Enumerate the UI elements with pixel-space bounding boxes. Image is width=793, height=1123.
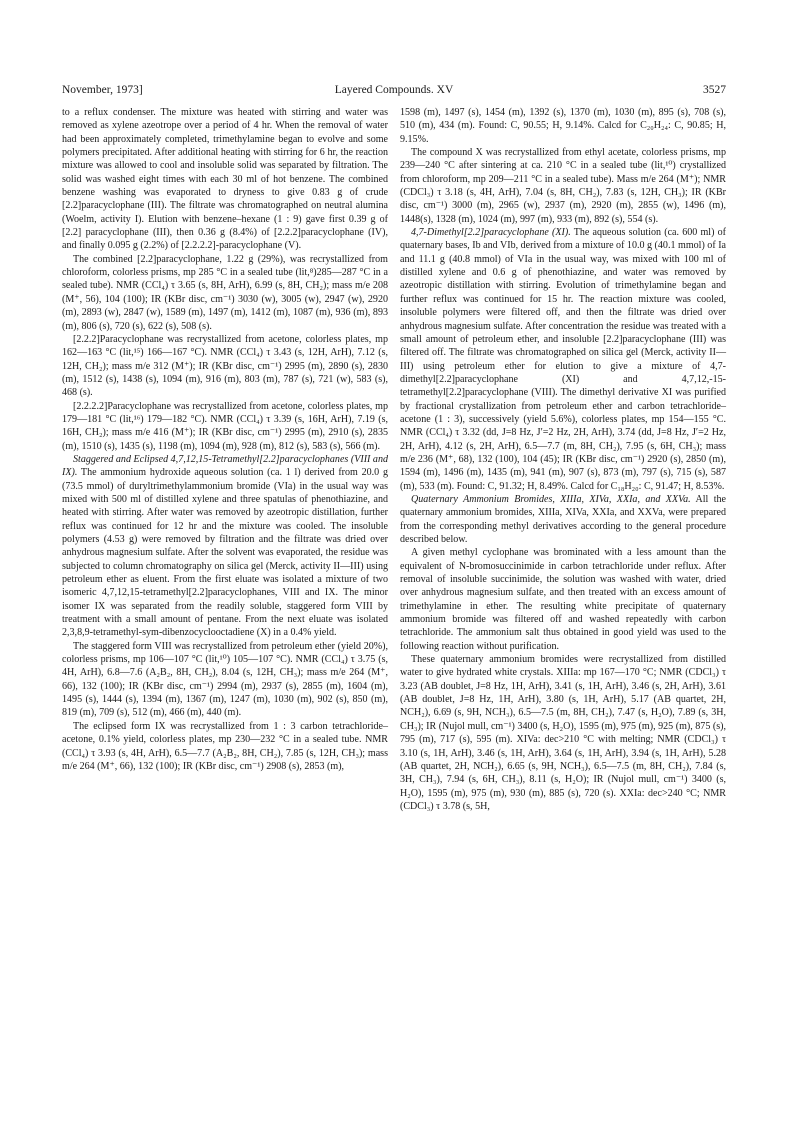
page-header — [62, 84, 726, 100]
paragraph-text: to a reflux condenser. The mixture was heated with stirring and water was removed as xylene azeotrope over a period of 4 hr. When the removal of water had been approximately completed, trimethylamine began to evolve and some polymers precipitated. After additional heating with stirring for 6 hr, the reaction mixture was allowed to cool and insoluble solid was separated by filtration. The solid was washed eight times with each 30 ml of hot benzene. The combined benzene washing was evaporated to dryness to give 0.83 g of crude [2.2]paracyclophane (III). The filtrate was chromatographed on neutral alumina (Woelm, activity I). Elution with benzene–hexane (1 : 9) gave first 0.39 g of [2.2] paracyclophane (III), then 0.36 g (8.4%) of [2.2.2]paracyclophane (IV), and finally 0.095 g (2.2%) of [2.2.2.2]-paracyclophane (V). — [62, 107, 388, 252]
paragraph-text: The combined [2.2]paracyclophane, 1.22 g (29%), was recrystallized from chloroform, colorless prisms, mp 285 °C in a sealed tube (lit,⁸)285—287 °C in a sealed tube). NMR (CCl₄) τ 3.65 (s, 8H, ArH), 6.99 (s, 8H, CH₂); mass m/e 208 (M⁺, 56), 104 (100); IR (KBr disc, cm⁻¹) 3030 (w), 3005 (w), 2947 (w), 2920 (m), 2893 (w), 2847 (w), 1589 (m), 1497 (m), 1412 (m), 1087 (m), 936 (m), 893 (m), 806 (s), 720 (s), 622 (s), 508 (s). — [62, 253, 388, 332]
right-column — [400, 106, 726, 813]
paragraph-text: The staggered form VIII was recrystallized from petroleum ether (yield 20%), colorless prisms, mp 106—107 °C (lit,¹⁰) 105—107 °C). NMR (CCl₄) τ 3.75 (s, 4H, ArH), 6.8—7.6 (A₂B₂, 8H, CH₂), 8.04 (s, 12H, CH₃); mass m/e 264 (M⁺, 66), 132 (100); IR (KBr disc, cm⁻¹) 2994 (m), 2937 (s), 2855 (m), 1604 (m), 1495 (s), 1444 (s), 1394 (m), 1367 (m), 1247 (m), 1030 (m), 902 (s), 850 (m), 819 (m), 709 (s), 512 (m), 466 (m), 440 (m). — [62, 640, 388, 719]
paragraph — [400, 493, 726, 546]
paragraph-text: These quaternary ammonium bromides were recrystallized from distilled water to give hydrated white crystals. XIIIa: mp 167—170 °C; NMR (CDCl₃) τ 3.23 (AB doublet, J=8 Hz, 1H, ArH), 3.41 (s, 1H, ArH), 3.46 (s, 2H, ArH), 3.61 (AB doublet, J=8 Hz, 1H, ArH), 3.80 (s, 1H, ArH), 5.17 (AB quartet, 2H, NCH₂), 6.69 (s, 9H, NCH₃), 6.5—7.5 (m, 8H, CH₂), 7.47 (s, H₂O), 7.89 (s, 3H, CH₃); IR (Nujol mull, cm⁻¹) 3400 (s, H₂O), 1595 (m), 975 (m), 925 (m), 875 (s), 795 (m), 717 (s), 595 (m). XIVa: dec>210 °C with melting; NMR (CDCl₃) τ 3.10 (s, 1H, ArH), 3.46 (s, 1H, ArH), 3.64 (s, 1H, ArH), 3.94 (s, 1H, ArH), 5.28 (AB quartet, 2H, NCH₂), 6.65 (s, 9H, NCH₃), 6.5—7.5 (m, 8H, CH₂), 7.84 (s, 3H, CH₃), 7.94 (s, 6H, CH₃), 8.11 (s, H₂O); IR (Nujol mull, cm⁻¹) 3400 (s, H₂O), 1595 (m), 975 (m), 930 (m), 885 (s), 720 (s). XXIa: dec>240 °C; NMR (CDCl₃) τ 3.78 (s, 5H, — [400, 654, 726, 812]
paragraph — [400, 653, 726, 813]
paragraph-text: The compound X was recrystallized from ethyl acetate, colorless prisms, mp 239—240 °C after sintering at ca. 210 °C in a sealed tube (lit,¹⁰) crystallized from chloroform, mp 209—211 °C in a sealed tube). Mass m/e 264 (M⁺); NMR (CDCl₃) τ 3.18 (s, 4H, ArH), 7.04 (s, 8H, CH₂), 7.83 (s, 12H, CH₃); IR (KBr disc, cm⁻¹) 3000 (m), 2965 (w), 2937 (m), 2920 (m), 2855 (w), 1496 (m), 1448(s), 1328 (m), 1024 (m), 997 (m), 933 (m), 892 (s), 554 (s). — [400, 147, 726, 225]
paragraph-text: The eclipsed form IX was recrystallized from 1 : 3 carbon tetrachloride–acetone, 0.1% yield, colorless plates, mp 230—232 °C in a sealed tube. NMR (CCl₄) τ 3.93 (s, 4H, ArH), 6.5—7.7 (A₂B₂, 8H, CH₂), 7.85 (s, 12H, CH₃); mass m/e 264 (M⁺, 66), 132 (100); IR (KBr disc, cm⁻¹) 2908 (s), 2853 (m), — [62, 720, 388, 772]
paragraph-text: [2.2.2]Paracyclophane was recrystallized from acetone, colorless plates, mp 162—163 °C (lit,¹⁵) 166—167 °C). NMR (CCl₄) τ 3.43 (s, 12H, ArH), 7.12 (s, 12H, CH₂); mass m/e 312 (M⁺); IR (KBr disc, cm⁻¹) 2995 (m), 2890 (s), 2830 (m), 1512 (s), 1438 (s), 1094 (m), 916 (m), 803 (m), 787 (s), 721 (w), 583 (s), 468 (s). — [62, 333, 388, 399]
paragraph — [400, 546, 726, 653]
paragraph — [62, 400, 388, 453]
paragraph-heading: Staggered and Eclipsed 4,7,12,15-Tetramethyl[2.2]paracyclophanes (VIII and IX). — [62, 453, 388, 479]
paragraph-text: The aqueous solution (ca. 600 ml) of quaternary bases, Ib and VIb, derived from a mixture of 10.0 g (40.1 mmol) of Ia and 11.1 g (40.8 mmol) of VIa in the usual way, was mixed with 100 ml of distilled xylene and 0.6 g of phenothiazine, and water was removed by azeotropic distillation with stirring. Evolution of trimethylamine began and further reflux was continued for 15 hr. The reaction mixture was cooled, insoluble polymers were filtered off, and then the filtrate was dried over anhydrous magnesium sulfate. After concentration the residue was treated with a small amount of petroleum ether, and insoluble [2.2]paracyclophane (III) was filtered off. The filtrate was chromatographed on silica gel (Merck, activity II—III) using petroleum ether for elution to give a mixture of 4,7-dimethyl[2.2]paracyclophane (XI) and 4,7,12,-15-tetramethyl[2.2]paracyclophane (VIII). The dimethyl derivative XI was purified by fractional crystallization from petroleum ether and carbon tetrachloride–acetone (1 : 3), successively (yield 5.6%), colorless plates, mp 154—155 °C. NMR (CCl₄) τ 3.32 (dd, J=8 Hz, J′=2 Hz, 2H, ArH), 3.74 (dd, J=8 Hz, J′=2 Hz, 2H, ArH), 4.12 (s, 2H, ArH), 6.5—7.7 (m, 8H, CH₂), 7.95 (s, 6H, CH₃); mass m/e 236 (M⁺, 68), 132 (100), 104 (45); IR (KBr disc, cm⁻¹) 2920 (s), 2850 (m), 1594 (m), 1496 (m), 1435 (m), 941 (m), 907 (s), 873 (m), 797 (s), 715 (s), 587 (m), 533 (m). Found: C, 91.32; H, 8.49%. Calcd for C₁₈H₂₀: C, 91.47; H, 8.53%. — [400, 227, 726, 492]
paragraph-text: 1598 (m), 1497 (s), 1454 (m), 1392 (s), 1370 (m), 1030 (m), 895 (s), 708 (s), 510 (m), 434 (m). Found: C, 90.55; H, 9.14%. Calcd for C₂₀H₂₄: C, 90.85; H, 9.15%. — [400, 107, 726, 145]
paragraph-heading: Quaternary Ammonium Bromides, XIIIa, XIVa, XXIa, and XXVa. — [411, 493, 691, 505]
paragraph-text: The ammonium hydroxide aqueous solution (ca. 1 l) derived from 20.0 g (73.5 mmol) of duryltrimethylammonium bromide (VIa) in the usual way was mixed with 500 ml of distilled xylene and three spatulas of phenothiazine, and heated with stirring. After water was removed by azeotropic distillation, further reflux was continued for 12 hr and the mixture was cooled. The insoluble polymers (4.53 g) were removed by filtration and the filtrate was dried over anhydrous magnesium sulfate. After the solvent was evaporated, the residue was subjected to column chromatography on silica gel (Merck, activity II—III) using petroleum ether as eluent. From the first eluate was isolated a mixture of two isomeric 4,7,12,15-tetramethyl[2.2]paracyclophanes, VIII and IX. The minor isomer IX was separated from the readily soluble, staggered form VIII by treatment with a small amount of pentane. From the next eluate was isolated 2,3,8,9-tetramethyl-sym-dibenzocyclooctadiene (X) in a 0.4% yield. — [62, 467, 388, 639]
header-date: November, 1973] — [62, 84, 143, 96]
paragraph-heading: 4,7-Dimethyl[2.2]paracyclophane (XI). — [411, 227, 571, 239]
paragraph — [62, 453, 388, 640]
header-page-number: 3527 — [703, 84, 726, 96]
paragraph — [400, 146, 726, 226]
paragraph-text: [2.2.2.2]Paracyclophane was recrystallized from acetone, colorless plates, mp 179—181 °C (lit,¹⁶) 179—182 °C). NMR (CCl₄) τ 3.39 (s, 16H, ArH), 7.19 (s, 16H, CH₂); mass m/e 416 (M⁺); IR (KBr disc, cm⁻¹) 2995 (m), 2910 (s), 2835 (m), 1510 (s), 1435 (s), 1198 (m), 1094 (m), 928 (m), 812 (s), 583 (s), 566 (m). — [62, 400, 388, 452]
paragraph-continuation — [62, 106, 388, 253]
paragraph — [62, 640, 388, 720]
paragraph-continuation — [400, 106, 726, 146]
header-running-title: Layered Compounds. XV — [334, 84, 454, 96]
left-column — [62, 106, 388, 773]
paragraph — [62, 720, 388, 773]
paragraph-text: A given methyl cyclophane was brominated with a less amount than the equivalent of N-bromosuccinimide in carbon tetrachloride under reflux. After removal of insoluble succinimide, the solution was washed with water, dried over anhydrous magnesium sulfate, and then treated with an excess amount of trimethylamine in ether. The resulting white precipitate of quaternary ammonium bromide was filtered off and washed repeatedly with carbon tetrachloride. The ammonium salt thus obtained in good yield was used to the following reaction without purification. — [400, 547, 726, 652]
paragraph-text: All the quaternary ammonium bromides, XIIIa, XIVa, XXIa, and XXVa, were prepared from the corresponding methyl derivatives according to the general procedure described below. — [400, 493, 726, 545]
paragraph — [400, 226, 726, 493]
paragraph — [62, 253, 388, 333]
paragraph — [62, 333, 388, 400]
